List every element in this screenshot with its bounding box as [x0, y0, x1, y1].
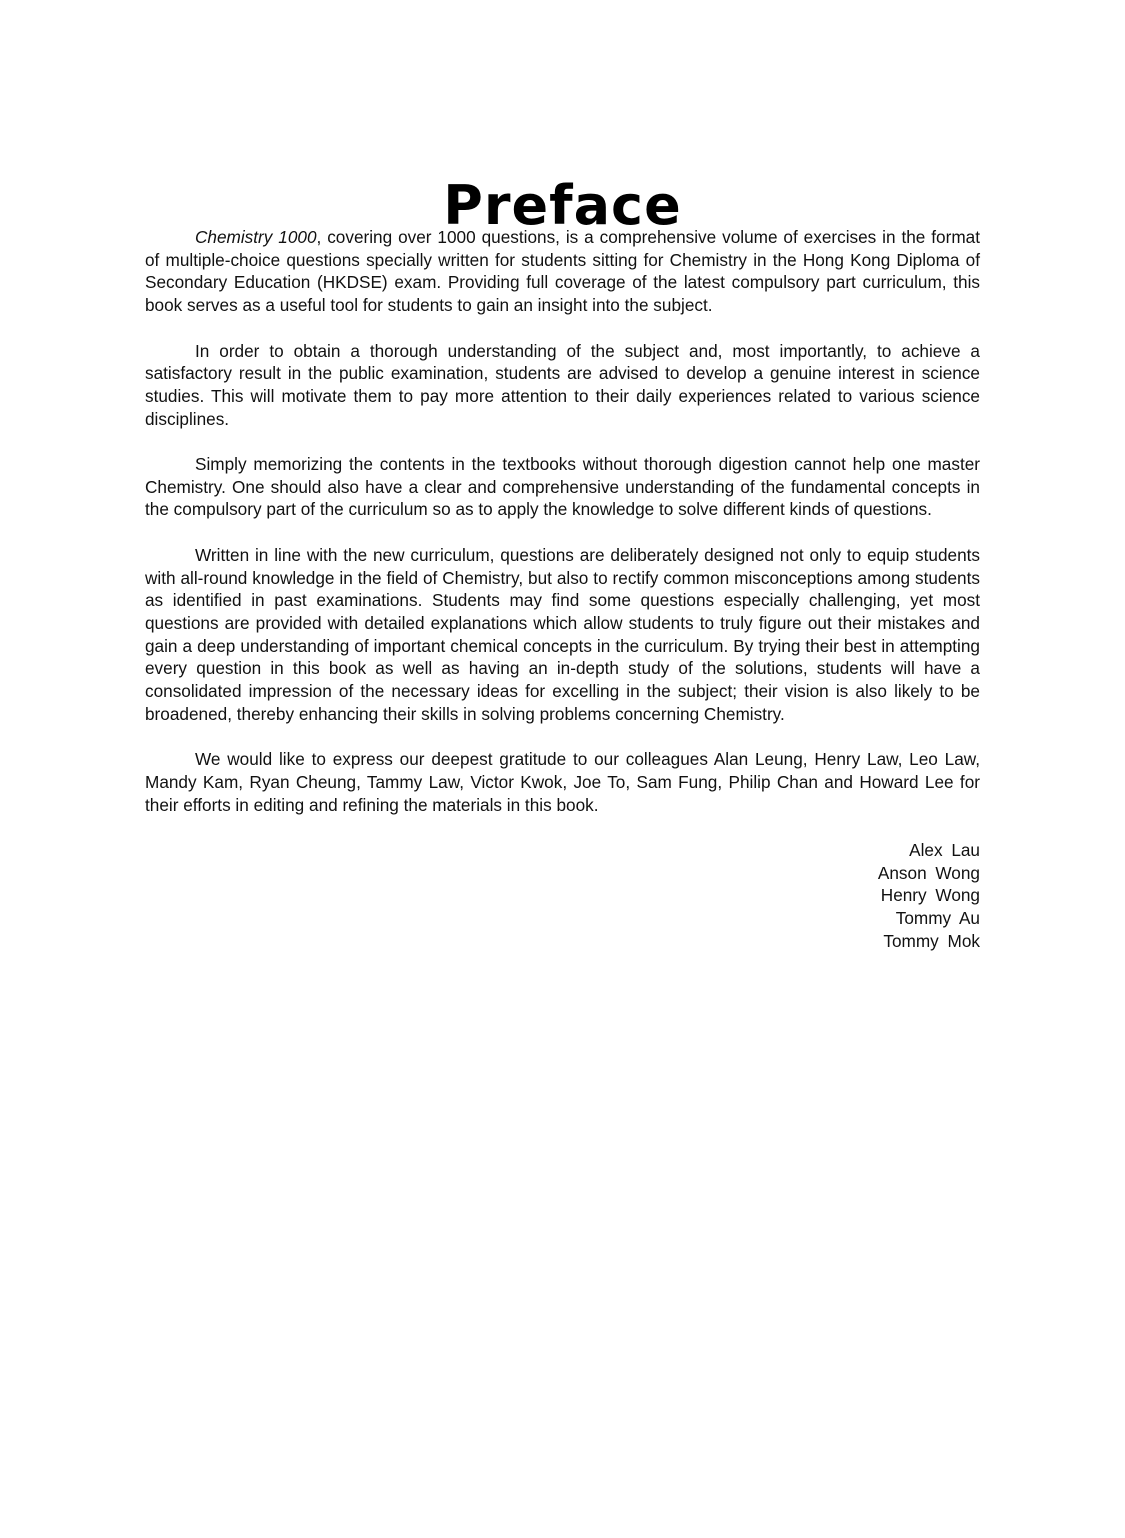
author-signatures	[145, 839, 980, 953]
paragraph-memorizing: Simply memorizing the contents in the textbooks without thorough digestion cannot help one master Chemistry. One should also have a clear and comprehensive understanding of the fundamental concepts in the compulsory part of the curriculum so as to apply the knowledge to solve different kinds of questions.	[145, 454, 980, 520]
preface-body	[145, 226, 980, 952]
paragraph-intro	[145, 226, 980, 317]
book-title: Chemistry 1000	[195, 227, 317, 247]
author-name: Alex Lau	[909, 839, 980, 860]
author-name: Henry Wong	[880, 885, 980, 906]
paragraph-understanding: In order to obtain a thorough understanding of the subject and, most importantly, to achieve a satisfactory result in the public examination, students are advised to develop a genuine interest in science studies. This will motivate them to pay more attention to their daily experiences related to various science disciplines.	[145, 340, 980, 429]
page-title: Preface	[443, 174, 682, 238]
author-name: Tommy Mok	[883, 930, 980, 951]
paragraph-acknowledgement: We would like to express our deepest gratitude to our colleagues Alan Leung, Henry Law, Leo Law, Mandy Kam, Ryan Cheung, Tammy Law, Victor Kwok, Joe To, Sam Fung, Philip Chan and Howard Lee for their efforts in editing and refining the materials in this book.	[145, 749, 980, 815]
author-name: Anson Wong	[877, 862, 980, 883]
author-name: Tommy Au	[895, 908, 980, 929]
paragraph-text: , covering over 1000 questions, is a comprehensive volume of exercises in the format of multiple-choice questions specially written for students sitting for Chemistry in the Hong Kong Diploma of Secondary Education (HKDSE) exam. Providing full coverage of the latest compulsory part curriculum, this book serves as a useful tool for students to gain an insight into the subject.	[145, 227, 980, 316]
paragraph-curriculum: Written in line with the new curriculum, questions are deliberately designed not only to equip students with all-round knowledge in the field of Chemistry, but also to rectify common misconceptions among students as identified in past examinations. Students may find some questions especially challenging, yet most questions are provided with detailed explanations which allow students to truly figure out their mistakes and gain a deep understanding of important chemical concepts in the curriculum. By trying their best in attempting every question in this book as well as having an in-depth study of the solutions, students will have a consolidated impression of the necessary ideas for excelling in the subject; their vision is also likely to be broadened, thereby enhancing their skills in solving problems concerning Chemistry.	[145, 544, 980, 724]
